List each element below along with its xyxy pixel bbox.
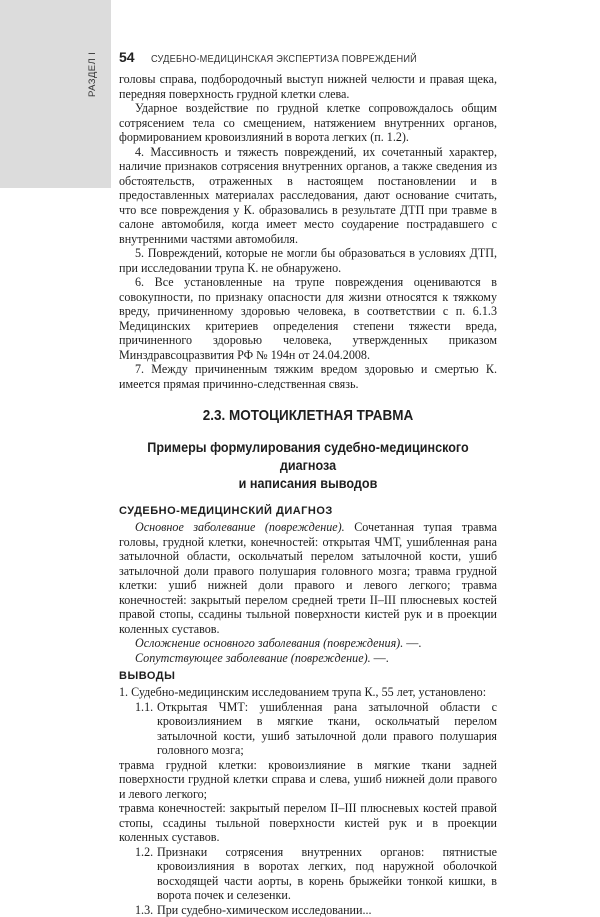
item-text: Признаки сотрясения внутренних органов: пятнистые кровоизлияния в воротах легких, под наружной оболочкой восходящей части аорты, в корень брыжейки тонкой кишки, в ворота почек и селезенки. bbox=[157, 845, 497, 903]
item-number: 1.3. bbox=[135, 903, 157, 917]
diagnosis-main-label: Основное заболевание (повреждение). bbox=[135, 520, 345, 534]
diagnosis-main-text: Сочетанная тупая травма головы, грудной клетки, конечностей: открытая ЧМТ, ушибленная рана затылочной области, оскольчатый перелом затылочной кости, ушиб затылочной доли правого полушария головного мозга; травма грудной клетки: ушиб нижней доли правого и левого легкого; травма конечностей: закрытый перелом средней трети II–III плюсневых костей правой стопы, ссадины тыльной поверхности кистей рук и в проекции коленных суставов. bbox=[119, 520, 497, 636]
item-text: При судебно-химическом исследовании... bbox=[157, 903, 497, 917]
running-title: СУДЕБНО-МЕДИЦИНСКАЯ ЭКСПЕРТИЗА ПОВРЕЖДЕНИЙ bbox=[151, 53, 417, 65]
section-title: 2.3. МОТОЦИКЛЕТНАЯ ТРАВМА bbox=[138, 407, 478, 425]
paragraph: 5. Повреждений, которые не могли бы образоваться в условиях ДТП, при исследовании трупа К. не обнаружено. bbox=[119, 246, 497, 275]
item-continuation: травма грудной клетки: кровоизлияние в мягкие ткани задней поверхности грудной клетки справа и слева, ушиб нижней доли правого и левого легкого; bbox=[119, 758, 497, 802]
item-continuation: травма конечностей: закрытый перелом II–III плюсневых костей правой стопы, ссадины тыльной поверхности кистей рук и в проекции коленных суставов. bbox=[119, 801, 497, 845]
conclusion-item bbox=[135, 700, 497, 758]
diagnosis-heading: СУДЕБНО-МЕДИЦИНСКИЙ ДИАГНОЗ bbox=[119, 504, 497, 518]
paragraph: 6. Все установленные на трупе повреждения оцениваются в совокупности, по признаку опасности для жизни относятся к тяжкому вреду, причиненному здоровью человека, в соответствии с п. 6.1.3 Медицинских критериев определения степени тяжести вреда, причиненного здоровью человека, утвержденных приказом Минздравсоцразвития РФ № 194н от 24.04.2008. bbox=[119, 275, 497, 362]
paragraph: 4. Массивность и тяжесть повреждений, их сочетанный характер, наличие признаков сотрясения внутренних органов, а также сведения из обстоятельств, отраженных в настоящем постановлении и в предоставленных материалах расследования, дают основание считать, что все повреждения у К. образовались в результате ДТП при травме в салоне автомобиля, когда имеет место соударение пострадавшего с внутренними частями автомобиля. bbox=[119, 145, 497, 247]
item-number: 1.2. bbox=[135, 845, 157, 903]
conclusion-item bbox=[135, 903, 497, 917]
page-header bbox=[119, 49, 499, 67]
diagnosis-main bbox=[119, 520, 497, 636]
diagnosis-concomitant-label: Сопутствующее заболевание (повреждение). bbox=[135, 651, 371, 665]
paragraph: головы справа, подбородочный выступ нижней челюсти и правая щека, передняя поверхность грудной клетки слева. bbox=[119, 72, 497, 101]
subtitle-line: Примеры формулирования судебно-медицинского диагноза bbox=[147, 439, 468, 473]
paragraph: 7. Между причиненным тяжким вредом здоровью и смертью К. имеется прямая причинно-следственная связь. bbox=[119, 362, 497, 391]
diagnosis-complication-text: —. bbox=[406, 636, 421, 650]
item-number: 1.1. bbox=[135, 700, 157, 758]
page-body bbox=[119, 72, 497, 917]
diagnosis-concomitant bbox=[119, 651, 497, 666]
page-number: 54 bbox=[119, 49, 135, 65]
paragraph: Ударное воздействие по грудной клетке сопровождалось общим сотрясением тела со смещением, натяжением внутренних органов, формированием кровоизлияний в ворота легких (п. 1.2). bbox=[119, 101, 497, 145]
subtitle-line: и написания выводов bbox=[239, 475, 378, 491]
conclusions-heading: ВЫВОДЫ bbox=[119, 669, 497, 683]
diagnosis-complication bbox=[119, 636, 497, 651]
diagnosis-complication-label: Осложнение основного заболевания (повреждения). bbox=[135, 636, 403, 650]
conclusion-item bbox=[135, 845, 497, 903]
section-label: РАЗДЕЛ I bbox=[87, 52, 98, 97]
item-text: Открытая ЧМТ: ушибленная рана затылочной области с кровоизлиянием в мягкие ткани, оскольчатый перелом затылочной кости, ушиб затылочной доли правого полушария головного мозга; bbox=[157, 700, 497, 758]
conclusions-lead: 1. Судебно-медицинским исследованием трупа К., 55 лет, установлено: bbox=[119, 685, 497, 700]
diagnosis-concomitant-text: —. bbox=[374, 651, 389, 665]
section-subtitle bbox=[138, 438, 478, 492]
